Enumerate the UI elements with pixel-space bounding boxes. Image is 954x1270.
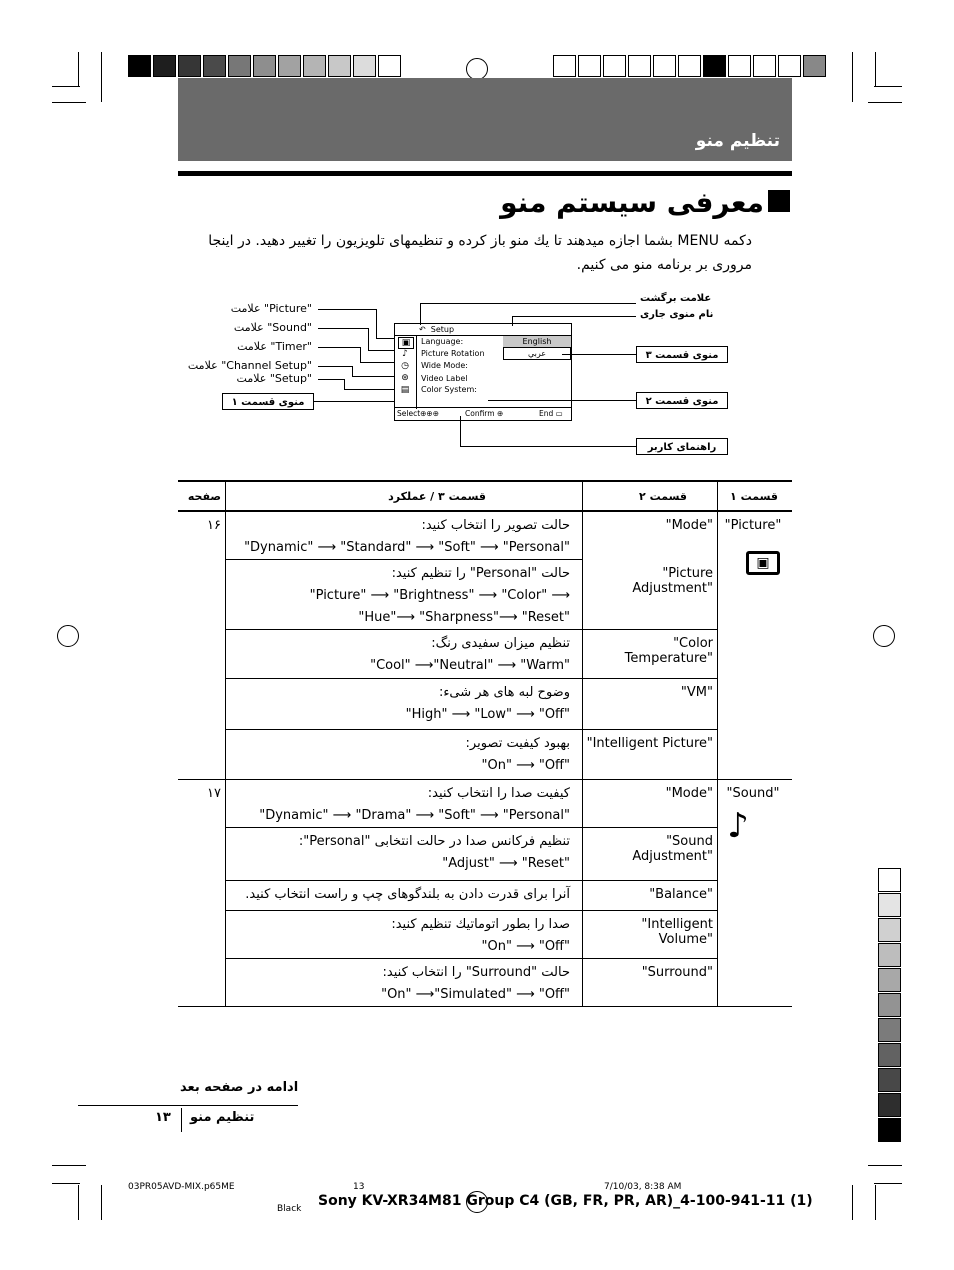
part1-picture-label: "Picture" (724, 518, 782, 533)
function-cell: صدا را بطور اتوماتیك تنظیم کنید: "On" ⟶ "Off" (226, 911, 583, 959)
note-icon: ♪ (727, 806, 749, 846)
setup-icon: ▤ (400, 385, 410, 395)
part2-cell: "Sound Adjustment" (583, 828, 718, 881)
part2-cell: "VM" (583, 679, 718, 730)
title-rule (178, 171, 792, 176)
section-header-band (178, 78, 792, 161)
screen-row-color-system: Color System: (421, 385, 477, 394)
section-title: تنظیم منو (695, 131, 780, 151)
function-cell: کیفیت صدا را انتخاب کنید: "Dynamic" ⟶ "Drama" ⟶ "Soft" ⟶ "Personal" (226, 780, 583, 828)
part2-cell: "Picture Adjustment" (583, 560, 718, 630)
th-part2: قسمت ۲ (583, 481, 718, 511)
screen-footer: Select⊕⊕⊕ Confirm ⊕ End ▭ (395, 407, 571, 420)
screen-option-arabic: عربي (503, 347, 571, 360)
page-title: معرفی سیستم منو (500, 186, 764, 219)
th-page: صفحه (178, 481, 226, 511)
registration-mark-left (57, 625, 79, 647)
part1-sound-label: "Sound" (726, 786, 780, 801)
function-cell: آنرا برای قدرت دادن به بلندگوهای چپ و راست انتخاب کنید. (226, 881, 583, 911)
screen-row-picture-rotation: Picture Rotation (421, 349, 485, 358)
file-name: 03PR05AVD-MIX.p65ME (128, 1182, 235, 1192)
registration-mark-right (873, 625, 895, 647)
label-channel-setup-icon: علامت "Channel Setup" (187, 359, 312, 372)
part2-cell: "Intelligent Picture" (583, 730, 718, 780)
foot-select: Select (397, 409, 421, 418)
th-part3: قسمت ۳ / عملکرد (226, 481, 583, 511)
registration-mark-top (466, 58, 488, 80)
part1-picture-cell (718, 511, 793, 780)
timer-icon: ◷ (401, 361, 409, 371)
menu-screen-illustration (394, 323, 572, 421)
page-number: ۱۳ (155, 1110, 171, 1125)
screen-row-wide-mode: Wide Mode: (421, 361, 468, 370)
label-setup-icon: علامت "Setup" (236, 372, 312, 385)
foot-end: End (539, 409, 554, 418)
screen-option-english: English (503, 336, 571, 347)
label-current-menu-name: نام منوی جاری (640, 309, 714, 320)
screen-row-language: Language: (421, 337, 464, 346)
footer-section: تنظیم منو (190, 1110, 255, 1125)
label-picture-icon: علامت "Picture" (230, 302, 312, 315)
screen-row-video-label: Video Label (421, 374, 468, 383)
part2-cell: "Color Temperature" (583, 630, 718, 679)
function-cell: تنظیم فرکانس صدا در حالت انتخابی "Personal": "Adjust" ⟶ "Reset" (226, 828, 583, 881)
part2-cell: "Mode" (583, 780, 718, 828)
model-line: Sony KV-XR34M81 Group C4 (GB, FR, PR, AR)_4-100-941-11 (1) (318, 1193, 813, 1209)
right-box-user-guide: راهنمای کاربر (636, 438, 728, 455)
function-cell: حالت "Personal" را تنظیم کنید: "Picture" ⟶ "Brightness" ⟶ "Color" ⟶ "Hue"⟶ "Sharpness"⟶ "Reset" (226, 560, 583, 630)
screen-title: Setup (430, 325, 455, 334)
print-date: 7/10/03, 8:38 AM (604, 1182, 682, 1192)
right-box-part2: منوی قسمت ۲ (636, 392, 728, 409)
label-back-mark: علامت برگشت (640, 293, 712, 304)
function-cell: وضوح لبه های هر شیء: "High" ⟶ "Low" ⟶ "Off" (226, 679, 583, 730)
label-sound-icon: علامت "Sound" (233, 321, 312, 334)
left-box-part1: منوی قسمت ۱ (222, 393, 314, 410)
label-timer-icon: علامت "Timer" (237, 340, 312, 353)
intro-paragraph: دکمه MENU بشما اجازه میدهند تا یك منو باز کرده و تنظیمهای تلویزیون را تغییر دهید. در اینجا مروری بر برنامه منو می کنیم. (208, 233, 752, 273)
part2-cell: "Balance" (583, 881, 718, 911)
function-cell: تنظیم میزان سفیدی رنگ: "Cool" ⟶"Neutral" ⟶ "Warm" (226, 630, 583, 679)
title-bullet-square (768, 190, 790, 212)
page-number-sound: ۱۷ (178, 780, 226, 1007)
menu-table (178, 480, 792, 1007)
picture-icon: ▣ (398, 337, 414, 349)
function-cell: بهبود کیفیت تصویر: "On" ⟶ "Off" (226, 730, 583, 780)
page-number-picture: ۱۶ (178, 511, 226, 780)
part2-cell: "Intelligent Volume" (583, 911, 718, 959)
note-icon: ♪ (402, 349, 408, 359)
right-box-part3: منوی قسمت ۳ (636, 346, 728, 363)
th-part1: قسمت ۱ (718, 481, 793, 511)
function-cell: حالت تصویر را انتخاب کنید: "Dynamic" ⟶ "Standard" ⟶ "Soft" ⟶ "Personal" (226, 511, 583, 560)
part1-sound-cell (718, 780, 793, 1007)
foot-confirm: Confirm (465, 409, 495, 418)
picture-icon: ▣ (746, 551, 780, 575)
print-color: Black (277, 1204, 302, 1214)
function-cell: حالت "Surround" را انتخاب کنید: "On" ⟶"Simulated" ⟶ "Off" (226, 959, 583, 1007)
print-page: 13 (353, 1182, 365, 1192)
part2-cell: "Surround" (583, 959, 718, 1007)
channel-setup-icon: ⊛ (401, 373, 409, 383)
part2-cell: "Mode" (583, 511, 718, 560)
back-arrow-icon: ↶ (419, 325, 426, 334)
continued-note: ادامه در صفحه بعد (180, 1080, 299, 1095)
